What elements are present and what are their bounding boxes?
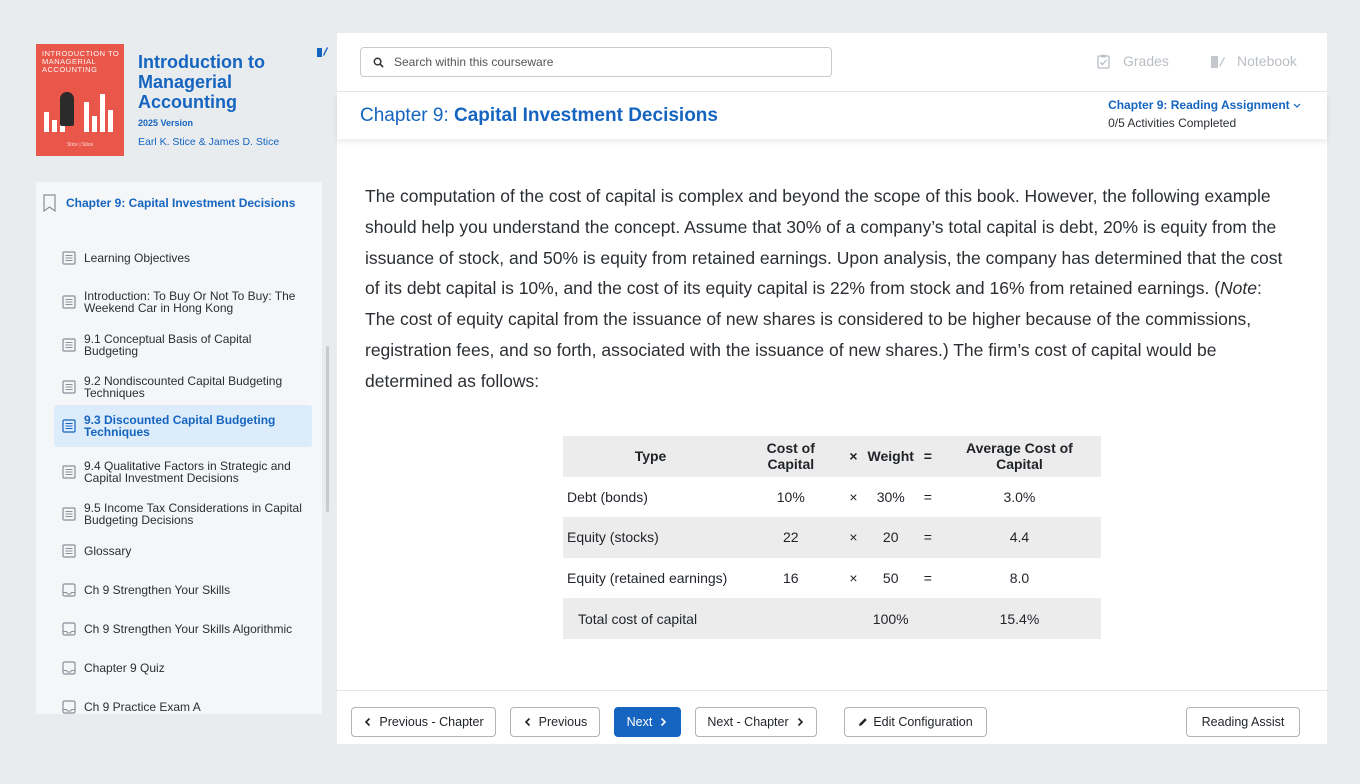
table-cell: =: [923, 570, 932, 587]
edit-configuration-button[interactable]: [844, 707, 987, 737]
toc-item-label: Ch 9 Strengthen Your Skills: [84, 583, 231, 597]
table-cell: Equity (stocks): [567, 529, 659, 546]
toc-item[interactable]: [54, 576, 312, 604]
content-paragraph: [365, 181, 1295, 397]
inbox-icon: [62, 700, 76, 714]
table-header: Weight: [867, 448, 914, 465]
page-icon: [62, 507, 76, 521]
previous-chapter-button[interactable]: [351, 707, 496, 737]
page-icon: [62, 295, 76, 309]
cover-bars-graphic: [44, 88, 116, 132]
book-version: 2025 Version: [138, 118, 194, 128]
table-header: ×: [849, 448, 858, 465]
edit-configuration-label: Edit Configuration: [873, 715, 973, 729]
clipboard-check-icon: [1096, 54, 1111, 69]
table-cell: 20: [882, 529, 899, 546]
table-cell: ×: [849, 570, 858, 587]
book-title[interactable]: Introduction to Managerial Accounting: [138, 52, 265, 112]
total-weight: 100%: [872, 610, 909, 627]
table-cell: 30%: [876, 488, 905, 505]
page-icon: [62, 544, 76, 558]
inbox-icon: [62, 661, 76, 675]
page-icon: [62, 380, 76, 394]
toc-item-label: Glossary: [84, 544, 132, 558]
toc-item-label: 9.4 Qualitative Factors in Strategic and Capital Investment Decisions: [84, 459, 291, 485]
next-chapter-label: Next - Chapter: [707, 715, 789, 729]
para-note: Note: [1220, 278, 1257, 299]
previous-button[interactable]: [510, 707, 600, 737]
chevron-down-icon: [1293, 103, 1301, 109]
table-cell: 4.4: [1009, 529, 1030, 546]
notebook-link[interactable]: [1210, 53, 1297, 69]
toc-item-label: Chapter 9 Quiz: [84, 661, 165, 675]
grades-label: Grades: [1123, 53, 1169, 69]
chapter-name: Capital Investment Decisions: [454, 105, 718, 126]
cover-title-line: INTRODUCTION TO: [42, 49, 120, 58]
toc-item[interactable]: [54, 370, 312, 404]
book-info: [36, 42, 326, 162]
footer-nav: [337, 690, 1327, 744]
previous-chapter-label: Previous - Chapter: [379, 715, 484, 729]
cover-title-line: ACCOUNTING: [42, 65, 98, 74]
toc-heading-label: Chapter 9: Capital Investment Decisions: [66, 196, 296, 210]
chevron-left-icon: [363, 717, 373, 727]
toc-item[interactable]: [54, 244, 312, 272]
cover-authors: Stice | Stice: [66, 142, 94, 148]
cost-of-capital-table: [563, 436, 1101, 639]
edit-book-icon[interactable]: [316, 46, 328, 58]
toc-item-label: Learning Objectives: [84, 251, 191, 265]
table-cell: 3.0%: [1003, 488, 1036, 505]
total-label: Total cost of capital: [578, 610, 698, 627]
toc-item[interactable]: [54, 405, 312, 447]
search-icon: [373, 57, 384, 68]
inbox-icon: [62, 583, 76, 597]
chapter-bar: [337, 91, 1327, 139]
page-icon: [62, 419, 76, 433]
book-cover: [36, 44, 124, 156]
toc-item[interactable]: [54, 285, 312, 319]
table-cell: ×: [849, 488, 858, 505]
toc-item[interactable]: [54, 497, 312, 531]
table-cell: ×: [849, 529, 858, 546]
page-icon: [62, 338, 76, 352]
book-authors: Earl K. Stice & James D. Stice: [138, 136, 280, 148]
toc-item-label: Ch 9 Practice Exam A: [84, 700, 201, 714]
reading-assist-label: Reading Assist: [1201, 715, 1285, 729]
table-cell: =: [923, 488, 932, 505]
notebook-pen-icon: [1210, 54, 1225, 69]
table-cell: =: [923, 529, 932, 546]
table-cell: 50: [882, 570, 899, 587]
reading-assist-button[interactable]: [1186, 707, 1300, 737]
table-header: Type: [634, 448, 667, 465]
table-cell: 16: [782, 570, 799, 587]
chevron-right-icon: [658, 717, 668, 727]
search-placeholder: Search within this courseware: [394, 55, 554, 69]
next-label: Next: [626, 715, 653, 729]
next-button[interactable]: [614, 707, 681, 737]
page-title: [360, 105, 718, 127]
table-header: Cost of Capital: [766, 440, 815, 473]
table-cell: 8.0: [1009, 570, 1030, 587]
toc-item[interactable]: [54, 455, 312, 489]
toc-item-label: 9.1 Conceptual Basis of Capital Budgeting: [84, 332, 252, 358]
sidebar-scrollbar[interactable]: [326, 346, 329, 512]
toc-item[interactable]: [54, 615, 312, 643]
assignment-label: Chapter 9: Reading Assignment: [1108, 98, 1290, 112]
page-icon: [62, 251, 76, 265]
next-chapter-button[interactable]: [695, 707, 817, 737]
table-header: =: [923, 448, 932, 465]
main-panel: [337, 33, 1327, 744]
grades-link[interactable]: [1096, 53, 1169, 69]
chevron-left-icon: [523, 717, 533, 727]
toc-item-label: Introduction: To Buy Or Not To Buy: The Weekend Car in Hong Kong: [84, 289, 296, 315]
toc-item[interactable]: [54, 654, 312, 682]
pencil-icon: [858, 717, 868, 727]
search-input[interactable]: [360, 47, 832, 77]
table-header-row: [563, 436, 1101, 477]
assignment-dropdown[interactable]: [1108, 98, 1301, 130]
page-icon: [62, 465, 76, 479]
toc-item[interactable]: [54, 328, 312, 362]
para-text-1: The computation of the cost of capital is complex and beyond the scope of this book. However, the following example should help you understand the concept. Assume that 30% of a company’s total capital is debt, 20% is equity from the issuance of stock, and 50% is equity from retained earnings. Upon analysis, the company has determined that the cost of its debt capital is 10%, and the cost of its equity capital is 22% from stock and 16% from retained earnings. (: [365, 186, 1283, 299]
total-average: 15.4%: [999, 610, 1040, 627]
cover-title-line: MANAGERIAL: [42, 57, 97, 66]
table-row: [563, 558, 1101, 599]
toc-item-label: 9.3 Discounted Capital Budgeting Techniques: [84, 413, 276, 439]
cover-figure: [60, 92, 74, 126]
inbox-icon: [62, 622, 76, 636]
toc-item[interactable]: [54, 693, 312, 714]
table-cell: 10%: [776, 488, 805, 505]
toc-chapter-heading[interactable]: [36, 182, 322, 224]
toc-item[interactable]: [54, 537, 312, 565]
table-header: Average Cost of Capital: [966, 440, 1073, 473]
table-cell-empty: [918, 598, 938, 639]
toc-item-label: 9.2 Nondiscounted Capital Budgeting Techniques: [84, 374, 283, 400]
activities-completed: 0/5 Activities Completed: [1108, 116, 1237, 130]
chapter-prefix: Chapter 9:: [360, 105, 454, 126]
notebook-label: Notebook: [1237, 53, 1297, 69]
table-cell: 22: [782, 529, 799, 546]
toc-item-label: 9.5 Income Tax Considerations in Capital Budgeting Decisions: [84, 501, 302, 527]
toc-item-label: Ch 9 Strengthen Your Skills Algorithmic: [84, 622, 293, 636]
para-text-2: : The cost of equity capital from the issuance of new shares is considered to be higher because of the commissions, registration fees, and so forth, associated with the issuance of new shares.) The firm’s cost of capital would be determined as follows:: [365, 278, 1262, 391]
table-total-row: [563, 598, 1101, 639]
chevron-right-icon: [795, 717, 805, 727]
table-of-contents: [36, 182, 322, 714]
table-cell: Equity (retained earnings): [567, 570, 728, 587]
table-row: [563, 517, 1101, 558]
table-row: [563, 477, 1101, 518]
previous-label: Previous: [538, 715, 588, 729]
table-cell: Debt (bonds): [567, 488, 648, 505]
bookmark-icon: [42, 194, 58, 212]
